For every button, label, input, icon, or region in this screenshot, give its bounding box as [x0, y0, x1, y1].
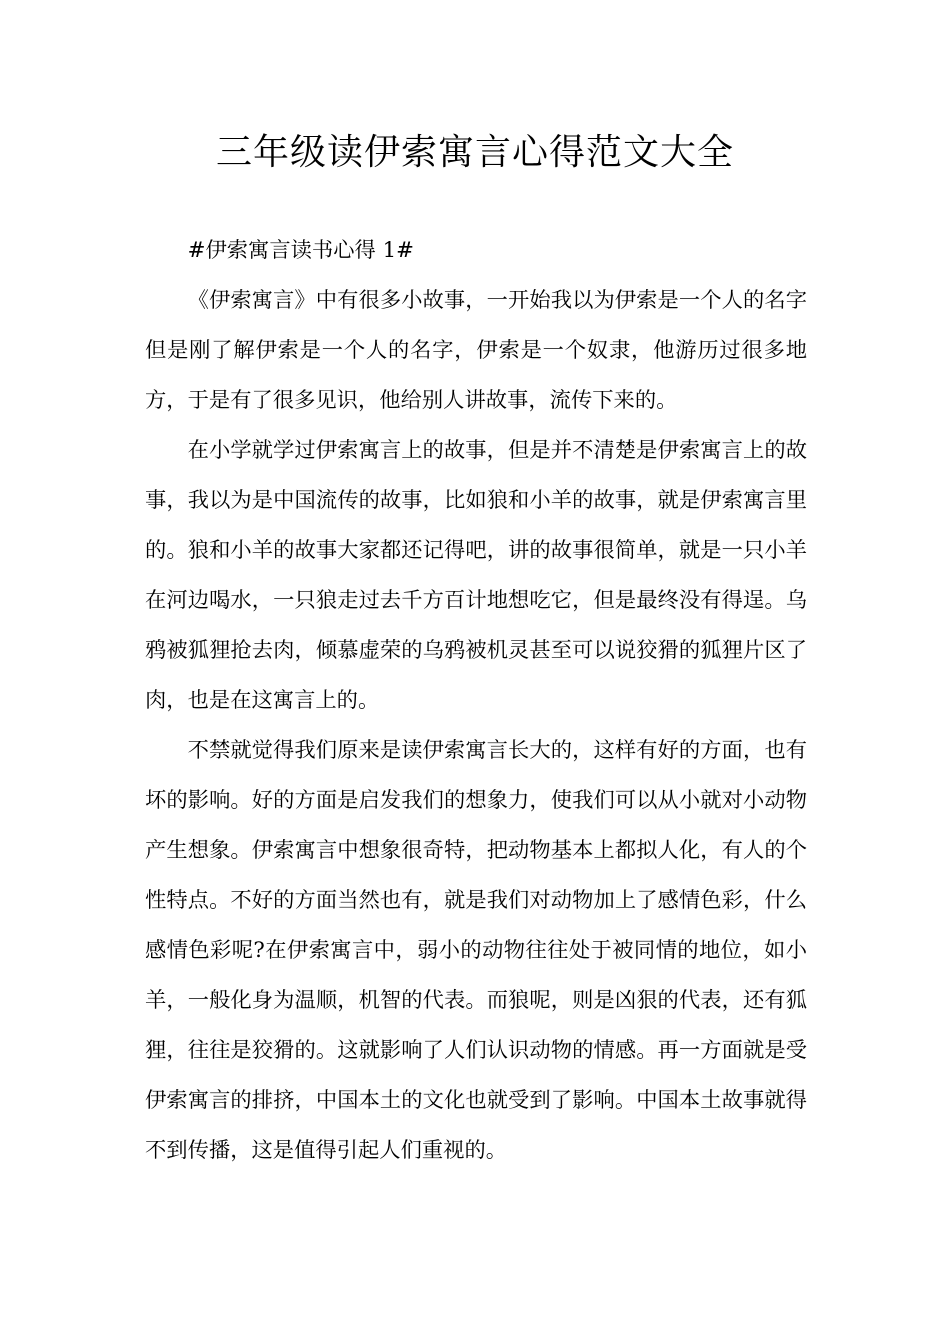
- section-heading: #伊索寓言读书心得 1#: [187, 238, 414, 263]
- document-body: [145, 226, 807, 1176]
- document-title: 三年级读伊索寓言心得范文大全: [215, 132, 734, 173]
- paragraph-2: 在小学就学过伊索寓言上的故事，但是并不清楚是伊索寓言上的故事，我以为是中国流传的故事，比如狼和小羊的故事，就是伊索寓言里的。狼和小羊的故事大家都还记得吧，讲的故事很简单，就是一只小羊在河边喝水，一只狼走过去千方百计地想吃它，但是最终没有得逞。乌鸦被狐狸抢去肉，倾慕虚荣的乌鸦被机灵甚至可以说狡猾的狐狸片区了肉，也是在这寓言上的。: [145, 438, 807, 713]
- paragraph-1: 《伊索寓言》中有很多小故事，一开始我以为伊索是一个人的名字但是刚了解伊索是一个人的名字，伊索是一个奴隶，他游历过很多地方，于是有了很多见识，他给别人讲故事，流传下来的。: [145, 288, 807, 413]
- paragraph-3: 不禁就觉得我们原来是读伊索寓言长大的，这样有好的方面，也有坏的影响。好的方面是启发我们的想象力，使我们可以从小就对小动物产生想象。伊索寓言中想象很奇特，把动物基本上都拟人化，有人的个性特点。不好的方面当然也有，就是我们对动物加上了感情色彩，什么感情色彩呢?在伊索寓言中，弱小的动物往往处于被同情的地位，如小羊，一般化身为温顺，机智的代表。而狼呢，则是凶狠的代表，还有狐狸，往往是狡猾的。这就影响了人们认识动物的情感。再一方面就是受伊索寓言的排挤，中国本土的文化也就受到了影响。中国本土故事就得不到传播，这是值得引起人们重视的。: [145, 738, 807, 1163]
